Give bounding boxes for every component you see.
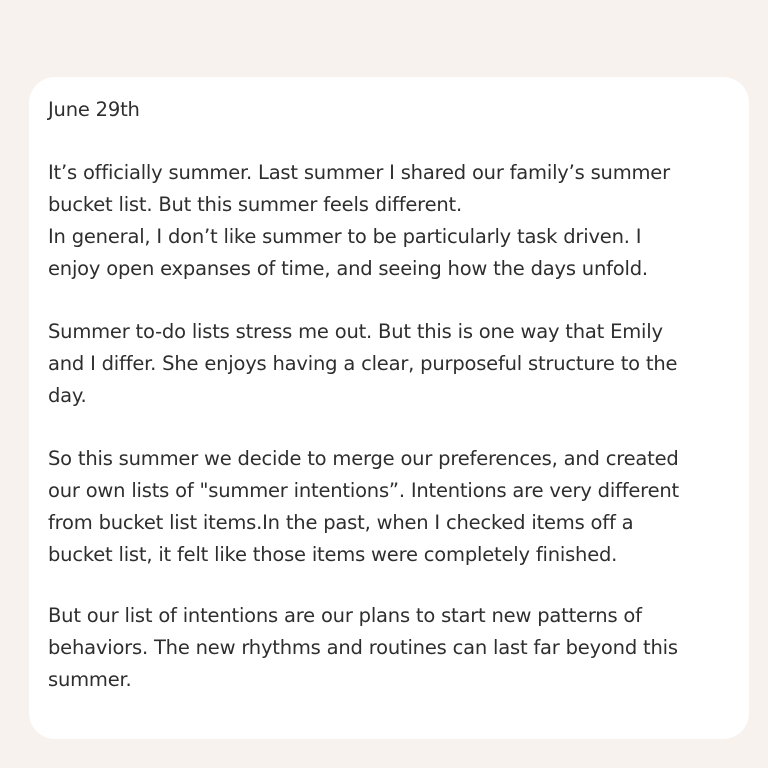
note-paragraph: Summer to-do lists stress me out. But this is one way that Emily and I differ. She enjoys having a clear, purposeful structure to the day. [48,320,678,407]
note-paragraph: It’s officially summer. Last summer I shared our family’s summer bucket list. But this summer feels different. [48,161,670,216]
note-paragraph: So this summer we decide to merge our preferences, and created our own lists of "summer intentions”. Intentions are very different from bucket list items.In the past, when I checked items off a bucket list, it felt like those items were completely finished. [48,447,679,566]
note-paragraph: In general, I don’t like summer to be particularly task driven. I enjoy open expanses of time, and seeing how the days unfold. [48,225,648,280]
note-paragraph: But our list of intentions are our plans to start new patterns of behaviors. The new rhythms and routines can last far beyond this summer. [48,604,678,691]
note-card [29,77,749,739]
note-date: June 29th [48,98,140,121]
